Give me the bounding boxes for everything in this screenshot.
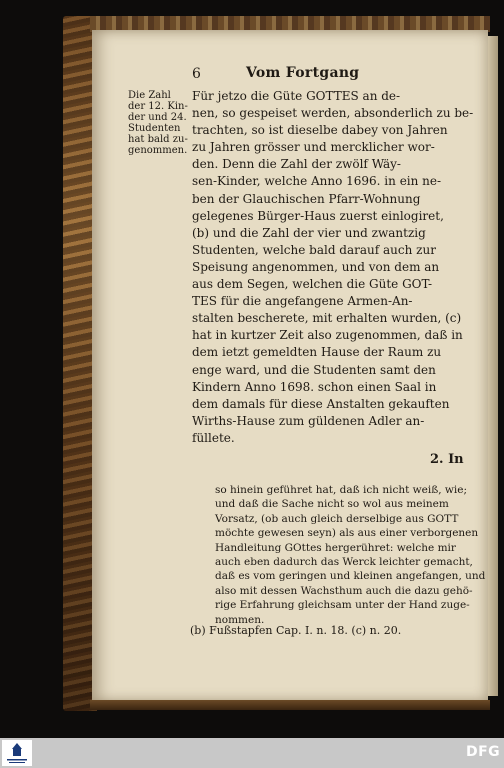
- dfg-logo[interactable]: DFG: [466, 744, 501, 760]
- margin-note-line: Die Zahl: [128, 90, 171, 101]
- body-line: (b) und die Zahl der vier und zwantzig: [192, 225, 426, 240]
- margin-note-line: der 12. Kin-: [128, 101, 188, 112]
- body-line: füllete.: [192, 430, 235, 445]
- body-line: trachten, so ist dieselbe dabey von Jahren: [192, 123, 448, 138]
- body-line: enge ward, und die Studenten samt den: [192, 362, 436, 377]
- body-line: Kindern Anno 1698. schon einen Saal in: [192, 379, 437, 394]
- footnote-line: möchte gewesen seyn) als aus einer verborgenen: [215, 527, 479, 540]
- page-number: 6: [192, 66, 201, 82]
- page-edge: [488, 36, 498, 696]
- body-line: Wirths-Hause zum güldenen Adler an-: [192, 413, 425, 428]
- running-head: Vom Fortgang: [246, 65, 360, 81]
- footnote-line: rige Erfahrung gleichsam unter der Hand zuge-: [215, 599, 470, 612]
- footnote-line: so hinein geführet hat, daß ich nicht weiß, wie;: [215, 484, 467, 496]
- body-line: stalten bescherete, mit erhalten wurden, (c): [192, 311, 462, 326]
- body-line: Studenten, welche bald darauf auch zur: [192, 242, 436, 257]
- footnote-references: (b) Fußstapfen Cap. I. n. 18. (c) n. 20.: [190, 624, 402, 637]
- body-line: zu Jahren grösser und mercklicher wor-: [192, 140, 435, 155]
- body-text: [192, 88, 473, 447]
- body-line: dem damals für diese Anstalten gekauften: [192, 396, 450, 411]
- body-line: Speisung angenommen, und von dem an: [192, 259, 440, 274]
- footnote-line: Handleitung GOttes hergerühret: welche mir: [215, 541, 456, 554]
- footnote-line: und daß die Sache nicht so wol aus meinem: [215, 498, 449, 511]
- body-line: TES für die angefangene Armen-An-: [192, 294, 413, 309]
- body-line: ben der Glauchischen Pfarr-Wohnung: [192, 191, 421, 206]
- body-line: dem ietzt gemeldten Hause der Raum zu: [192, 345, 442, 360]
- body-line: hat in kurtzer Zeit also zugenommen, daß in: [192, 328, 463, 343]
- footnote-text: [215, 483, 485, 627]
- footnote-line: Vorsatz, (ob auch gleich derselbige aus GOTT: [215, 512, 459, 525]
- footnote-line: daß es vom geringen und kleinen angefangen, und: [215, 570, 486, 583]
- footnote-line: nommen.: [215, 613, 265, 626]
- institution-logo[interactable]: [2, 740, 32, 766]
- book-bottom-edge: [90, 700, 490, 710]
- footnote-line: auch eben dadurch das Werck leichter gemacht,: [215, 556, 473, 569]
- footnote-line: also mit dessen Wachsthum auch die dazu gehö-: [215, 584, 473, 597]
- margin-note-line: der und 24.: [128, 112, 187, 123]
- margin-note-line: hat bald zu-: [128, 134, 188, 145]
- margin-note-line: genommen.: [128, 145, 188, 156]
- viewer-footer-bar: [0, 738, 504, 768]
- body-line: gelegenes Bürger-Haus zuerst einlogiret,: [192, 208, 444, 223]
- catchword: 2. In: [430, 452, 464, 467]
- body-line: aus dem Segen, welchen die Güte GOT-: [192, 277, 433, 292]
- body-line: Für jetzo die Güte GOTTES an de-: [192, 89, 401, 103]
- body-line: nen, so gespeiset werden, absonderlich zu be-: [192, 106, 474, 121]
- margin-note-line: Studenten: [128, 123, 181, 134]
- body-line: sen-Kinder, welche Anno 1696. in ein ne-: [192, 174, 442, 189]
- body-line: den. Denn die Zahl der zwölf Wäy-: [192, 157, 401, 172]
- orphanage-emblem-icon: [2, 740, 32, 766]
- margin-note: [128, 90, 190, 156]
